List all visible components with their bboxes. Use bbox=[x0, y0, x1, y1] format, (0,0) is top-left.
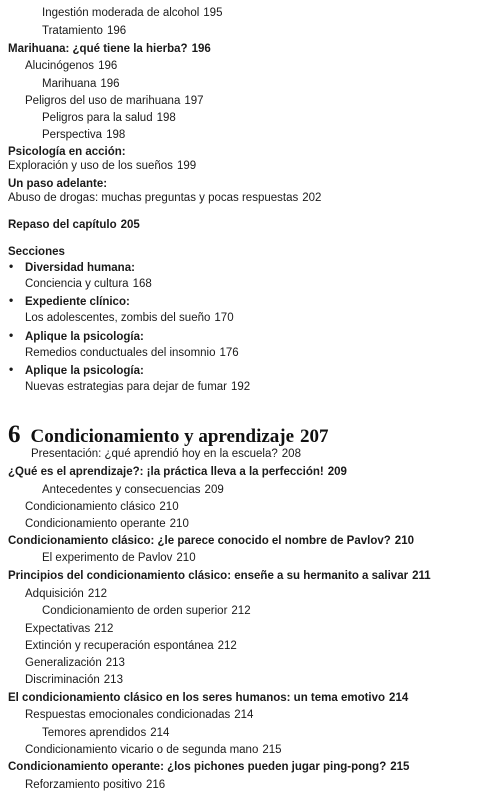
section-entry: Nuevas estrategias para dejar de fumar 192 bbox=[25, 381, 251, 393]
toc-entry: Discriminación 213 bbox=[25, 674, 123, 686]
section-heading: Aplique la psicología: bbox=[25, 365, 144, 377]
bullet-icon: • bbox=[9, 293, 14, 307]
chapter-page: 207 bbox=[300, 426, 329, 447]
toc-entry: Generalización 213 bbox=[25, 657, 125, 669]
toc-entry: Peligros para la salud 198 bbox=[42, 112, 176, 124]
bullet-icon: • bbox=[9, 362, 14, 376]
toc-entry: Ingestión moderada de alcohol 195 bbox=[42, 7, 223, 19]
toc-entry: Perspectiva 198 bbox=[42, 129, 126, 141]
toc-section-heading: Repaso del capítulo 205 bbox=[8, 219, 140, 231]
section-heading: Expediente clínico: bbox=[25, 296, 130, 308]
toc-section-heading: ¿Qué es el aprendizaje?: ¡la práctica lleva a la perfección! 209 bbox=[8, 466, 347, 478]
toc-entry: Condicionamiento clásico 210 bbox=[25, 501, 179, 513]
bullet-icon: • bbox=[9, 259, 14, 273]
toc-entry: Expectativas 212 bbox=[25, 623, 114, 635]
toc-entry: El experimento de Pavlov 210 bbox=[42, 552, 196, 564]
toc-entry: Exploración y uso de los sueños 199 bbox=[8, 160, 197, 172]
toc-section-heading: Principios del condicionamiento clásico: enseñe a su hermanito a salivar 211 bbox=[8, 570, 431, 582]
toc-section-heading: El condicionamiento clásico en los seres humanos: un tema emotivo 214 bbox=[8, 692, 409, 704]
section-heading: Aplique la psicología: bbox=[25, 331, 144, 343]
toc-section-heading: Condicionamiento operante: ¿los pichones pueden jugar ping-pong? 215 bbox=[8, 761, 410, 773]
toc-entry: Adquisición 212 bbox=[25, 588, 108, 600]
chapter-heading bbox=[8, 421, 329, 449]
toc-section-heading: Un paso adelante: bbox=[8, 178, 108, 190]
toc-entry: Abuso de drogas: muchas preguntas y pocas respuestas 202 bbox=[8, 192, 322, 204]
toc-entry: Condicionamiento operante 210 bbox=[25, 518, 189, 530]
toc-entry: Temores aprendidos 214 bbox=[42, 727, 170, 739]
toc-entry: Respuestas emocionales condicionadas 214 bbox=[25, 709, 254, 721]
toc-entry: Tratamiento 196 bbox=[42, 25, 127, 37]
toc-entry: Extinción y recuperación espontánea 212 bbox=[25, 640, 237, 652]
toc-entry: Presentación: ¿qué aprendió hoy en la escuela? 208 bbox=[31, 448, 301, 460]
chapter-number: 6 bbox=[8, 421, 21, 448]
toc-entry: Antecedentes y consecuencias 209 bbox=[42, 484, 224, 496]
toc-entry: Condicionamiento de orden superior 212 bbox=[42, 605, 251, 617]
toc-section-heading: Secciones bbox=[8, 246, 65, 258]
bullet-icon: • bbox=[9, 328, 14, 342]
toc-entry: Condicionamiento vicario o de segunda mano 215 bbox=[25, 744, 282, 756]
toc-entry: Marihuana 196 bbox=[42, 78, 120, 90]
chapter-title: Condicionamiento y aprendizaje bbox=[30, 426, 295, 447]
section-entry: Los adolescentes, zombis del sueño 170 bbox=[25, 312, 234, 324]
section-heading: Diversidad humana: bbox=[25, 262, 135, 274]
toc-section-heading: Condicionamiento clásico: ¿le parece conocido el nombre de Pavlov? 210 bbox=[8, 535, 414, 547]
toc-entry: Reforzamiento positivo 216 bbox=[25, 779, 166, 791]
toc-entry: Alucinógenos 196 bbox=[25, 60, 118, 72]
toc-section-heading: Psicología en acción: bbox=[8, 146, 126, 158]
toc-entry: Peligros del uso de marihuana 197 bbox=[25, 95, 204, 107]
toc-section-heading: Marihuana: ¿qué tiene la hierba? 196 bbox=[8, 43, 211, 55]
section-entry: Conciencia y cultura 168 bbox=[25, 278, 152, 290]
section-entry: Remedios conductuales del insomnio 176 bbox=[25, 347, 239, 359]
